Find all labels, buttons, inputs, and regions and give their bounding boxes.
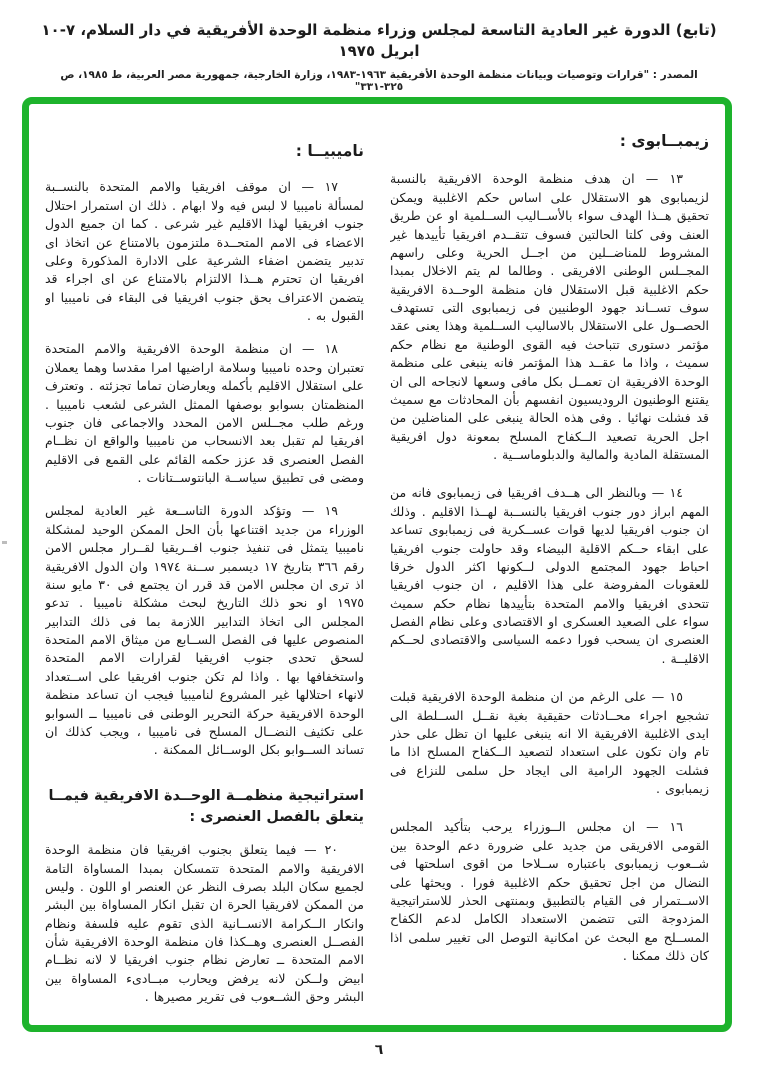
column-namibia bbox=[45, 120, 364, 1015]
document-header bbox=[0, 0, 758, 93]
paragraph-20: ٢٠ — فيما يتعلق بجنوب افريقيا فان منظمة الوحدة الافريقية والامم المتحدة تتمسكان بمبدا المساواة التامة لجميع سكان البلد بصرف النظر عن العنصر او اللون . وليس من الممكن لافريقيا الحرة ان تقبل انكار المساواة بين البشر وانكار الــكرامة الانســانية الذى تقوم عليه فلسفة ونظام الفصــل العنصرى وهــكذا فان منظمة الوحدة الافريقية شأن الامم المتحدة ــ تعارض نظام جنوب افريقيا لا لانه نظــام ابيض ولــكن لانه يرفض ويحارب مبــادىء المساواة بين البشر وحق الشــعوب فى تقرير مصيرها . bbox=[45, 842, 364, 1005]
paragraph-18: ١٨ — ان منظمة الوحدة الافريقية والامم المتحدة تعتبران وحده ناميبيا وسلامة اراضيها امرا مقدسا وهما يعملان على استقلال الاقليم بأكمله ويعارضان تماما تجزئته . وتعترف المنظمتان بسوابو بوصفها الممثل الشرعى لشعب ناميبيا . ورغم طلب مجــلس الامن المحدد والاجماعى فان جنوب افريقيا لم تقبل بعد الانسحاب من ناميبيا والواقع ان نظــام الفصل العنصرى قد عزز حكمه القائم على القمع فى الاقليم ومضى فى تطبيق سياســة البانتوســتانات . bbox=[45, 341, 364, 486]
source-citation: المصدر : "قرارات وتوصيات وبيانات منظمة الوحدة الأفريقية ١٩٦٣-١٩٨٣، وزارة الخارجية، جمهورية مصر العربية، ط ١٩٨٥، ص ٣٢٥-٣٣١" bbox=[60, 69, 698, 93]
paragraph-19: ١٩ — وتؤكد الدورة التاســعة غير العادية لمجلس الوزراء من جديد اقتناعها بأن الحل الممكن الوحيد لمشكلة ناميبيا يتمثل فى تنفيذ جنوب افــريقيا لقــرار مجلس الامن رقم ٣٦٦ بتاريخ ١٧ ديسمبر ســنة ١٩٧٤ وان الدول الافريقية اذ ترى ان مجلس الامن قد قرر ان يجتمع فى ٣٠ مايو سنة ١٩٧٥ او نحو ذلك التاريخ لبحث مشكلة ناميبيا . تدعو المجلس الى اتخاذ التدابير اللازمة بما فى ذلك التدابير المنصوص عليها فى الفصل الســابع من ميثاق الامم المتحدة لسحق تحدى جنوب افريقيا لقرارات الامم المتحدة واستخفافها بها . واذا لم تكن جنوب افريقيا على اســتعداد لانهاء احتلالها غير المشروع لناميبيا فيجب ان تساعد منظمة الوحدة الافريقية حركة التحرير الوطنى فى ناميبيا ــ السوابو على تكثيف النضــال المسلح فى ناميبيا ، ويجب كذلك ان تساند الســوابو بكل الوســائل الممكنة . bbox=[45, 503, 364, 758]
paragraph-16: ١٦ — ان مجلس الــوزراء يرحب بتأكيد المجلس القومى الافريقى من جديد على ضرورة دعم الوحدة بين شــعوب زيمبابوى باعتباره ســلاحا من اقوى اسلحتها فى النضال من اجل تحقيق حكم الاغلبية فورا . ويحثها على الاســتمرار فى القيام بالتطبيق وبمنتهى الحذر للاستراتيجية المزدوجة التى تتضمن الاستعداد الكامل لدعم الكفاح المســلح مع البحث عن امكانية التوصل الى تغيير سلمى اذا كان ذلك ممكنا . bbox=[390, 819, 709, 964]
page-number: ٦ bbox=[374, 1042, 384, 1058]
page-title: (تابع) الدورة غير العادية التاسعة لمجلس وزراء منظمة الوحدة الأفريقية في دار السلام، ٧-١٠ ابريل ١٩٧٥ bbox=[41, 21, 717, 60]
two-column-layout bbox=[45, 120, 709, 1015]
paragraph-17: ١٧ — ان موقف افريقيا والامم المتحدة بالنســبة لمسألة ناميبيا لا لبس فيه ولا ابهام . ذلك ان استمرار احتلال جنوب افريقيا لهذا الاقليم غير شرعى . كما ان جميع الدول الاعضاء فى الامم المتحــدة ملتزمون بالامتناع عن اتخاذ اى تدبير يتضمن اضفاء الشرعية على الادارة المذكورة وعلى افريقيا ان تحترم هــذا الالتزام بالامتناع عن اى اجراء قد يتضمن الاعتراف بحق جنوب افريقيا فى البقاء فى ناميبيا او القبول به . bbox=[45, 179, 364, 324]
zimbabwe-heading: زيمبــابوى : bbox=[619, 132, 709, 150]
paragraph-13: ١٣ — ان هدف منظمة الوحدة الافريقية بالنسبة لزيمبابوى هو الاستقلال على اساس حكم الاغلبية ويمكن تحقيق هــذا الهدف سواء بالأســاليب الســلمية او عن طريق العنف وفى كلتا الحالتين فسوف تتقــدم افريقيا تأييدها غير المشروط للمناضــلين من اجــل الحرية وعلى راسهم المجــلس الوطنى الافريقى . وطالما لم يتم الاخلال بمبدا حكم الاغلبية قبل الاستقلال فان منظمة الوحــدة الافريقية سوف تســاند جهود الوطنيين فى زيمبابوى التى تستهدف الحصــول على الاستقلال بالاساليب الســلمية وهذا يعنى عقد مؤتمر دستورى تتباحث فيه القوى الوطنية مع نظام حكم سميث ، واذا ما عقــد هذا المؤتمر فانه ينبغى على منظمة الوحدة الافريقية ان تعمــل بكل مافى وسعها لانجاحه الى ان يقتنع الوطنيون الروديسيون انفسهم بأن المحادثات مع سميث قد فشلت نهائيا . وفى هذه الحالة ينبغى على المناضلين من اجل الحرية تصعيد الــكفاح المسلح بمعونة دول افريقية المستقلة المادية والمالية والدبلوماســية . bbox=[390, 171, 709, 463]
paragraph-15: ١٥ — على الرغم من ان منظمة الوحدة الافريقية قبلت تشجيع اجراء محــادثات حقيقية بغية نقــل الســلطة الى ايدى الاغلبية الافريقية الا انه ينبغى عليها ان تظل على حذر تام وان تكون على استعداد لتصعيد الــكفاح المسلح اذا ما فشلت الجهود الرامية الى ايجاد حل سلمى للنزاع فى زيمبابوى . bbox=[390, 689, 709, 797]
namibia-heading: ناميبيــا : bbox=[295, 142, 364, 160]
scan-artifact-mark bbox=[2, 541, 7, 544]
column-zimbabwe bbox=[390, 120, 709, 1015]
green-document-frame bbox=[22, 97, 732, 1032]
strategy-heading: استراتيجية منظمــة الوحــدة الافريقية فيمــا يتعلق بالفصل العنصرى : bbox=[48, 787, 364, 826]
paragraph-14: ١٤ — وبالنظر الى هــدف افريقيا فى زيمبابوى فانه من المهم ابراز دور جنوب افريقيا بالنســبة لهــذا الاقليم . وذلك ان جنوب افريقيا لديها قوات عســكرية فى زيمبابوى تساعد على ابقاء حــكم الاقلية البيضاء وقد حاولت جنوب افريقيا احباط جهود المجتمع الدولى لــكونها اكثر الدول خرقا للعقوبات المفروضة على هذا الاقليم ، ان جنوب افريقيا تتحدى افريقيا والامم المتحدة بتأييدها نظام حكم سميث سواء على الصعيد العسكرى او الاقتصادى وعلى نظام الفصل العنصرى ان يسحب فورا دعمه السياسى والاقتصادى لحــكم الاقليــة . bbox=[390, 485, 709, 666]
